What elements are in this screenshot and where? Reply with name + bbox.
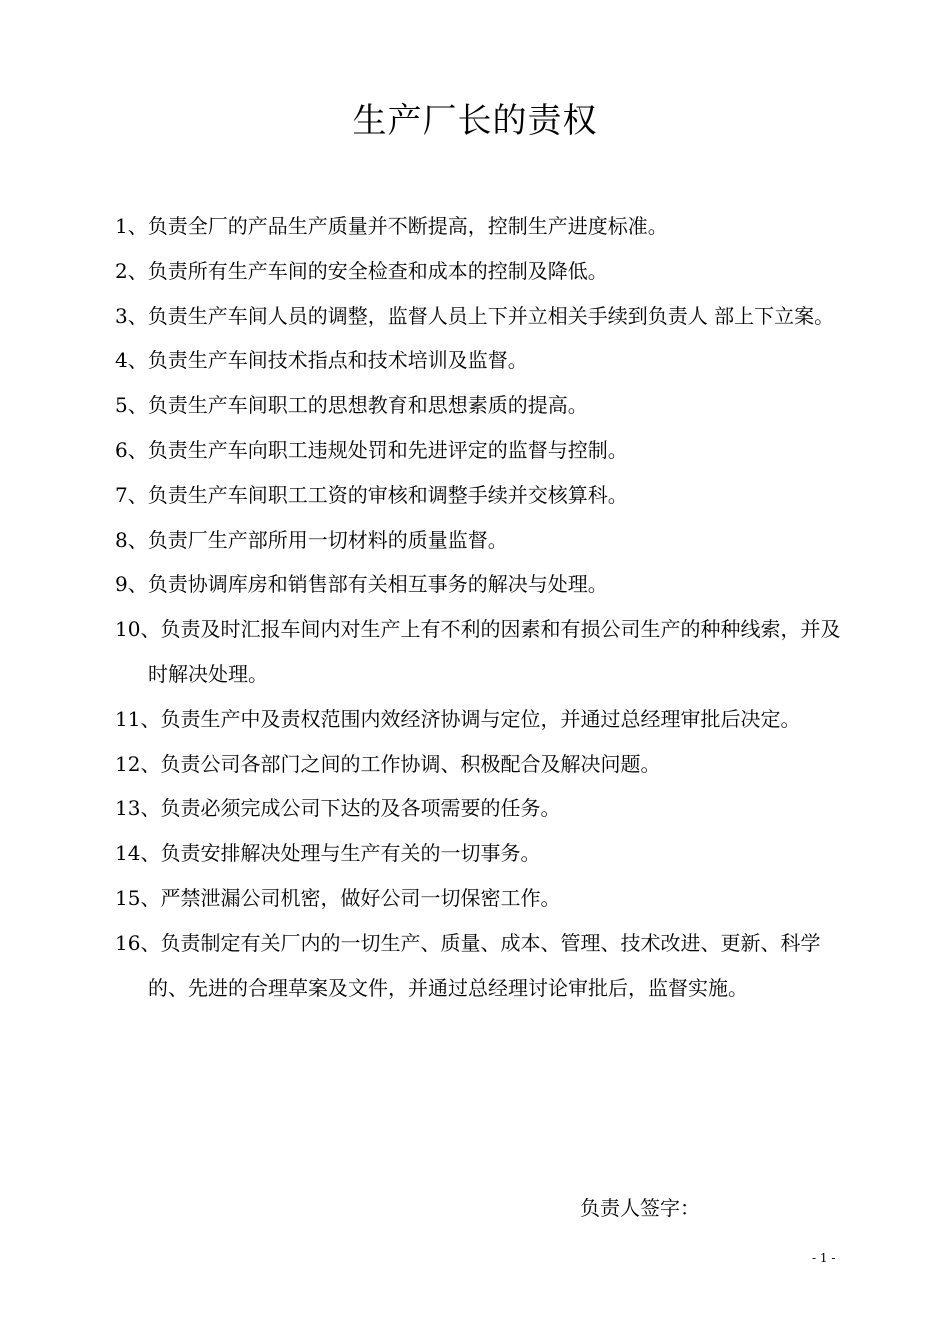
item-text: 负责协调库房和销售部有关相互事务的解决与处理。	[147, 572, 608, 597]
item-number: 15、	[115, 885, 161, 910]
list-item	[115, 518, 845, 563]
item-number: 16、	[115, 930, 161, 955]
list-item	[115, 876, 845, 921]
list-item	[115, 831, 845, 876]
list-item	[115, 294, 845, 339]
item-number: 14、	[115, 841, 161, 866]
item-number: 2、	[115, 258, 148, 283]
item-text: 负责所有生产车间的安全检查和成本的控制及降低。	[147, 258, 608, 283]
list-item	[115, 204, 845, 249]
list-item	[115, 473, 845, 518]
list-item	[115, 786, 845, 831]
list-item	[115, 249, 845, 294]
item-text: 负责安排解决处理与生产有关的一切事务。	[160, 841, 541, 866]
item-text: 负责及时汇报车间内对生产上有不利的因素和有损公司生产的种种线索，并及时解决处理。	[148, 617, 841, 686]
item-text: 严禁泄漏公司机密，做好公司一切保密工作。	[160, 885, 561, 910]
item-text: 负责生产车间职工工资的审核和调整手续并交核算科。	[147, 482, 628, 507]
duty-list	[115, 204, 845, 1010]
item-number: 12、	[115, 751, 161, 776]
signature-label: 负责人签字：	[580, 1196, 700, 1220]
item-text: 负责生产车向职工违规处罚和先进评定的监督与控制。	[147, 437, 628, 462]
list-item	[115, 562, 845, 607]
item-text: 负责公司各部门之间的工作协调、积极配合及解决问题。	[160, 751, 661, 776]
item-number: 8、	[115, 527, 148, 552]
item-text: 负责全厂的产品生产质量并不断提高，控制生产进度标准。	[147, 214, 668, 238]
item-number: 6、	[115, 437, 148, 462]
item-number: 11、	[115, 706, 161, 731]
item-text: 负责生产车间职工的思想教育和思想素质的提高。	[147, 393, 588, 418]
list-item	[115, 697, 845, 742]
item-number: 3、	[115, 303, 148, 328]
item-text: 负责制定有关厂内的一切生产、质量、成本、管理、技术改进、更新、科学的、先进的合理草案及文件，并通过总经理讨论审批后，监督实施。	[148, 930, 821, 1000]
item-text: 负责厂生产部所用一切材料的质量监督。	[147, 527, 508, 552]
list-item	[115, 742, 845, 787]
item-number: 1、	[115, 214, 148, 238]
item-text: 负责必须完成公司下达的及各项需要的任务。	[160, 796, 561, 821]
item-number: 9、	[115, 572, 148, 597]
list-item	[115, 428, 845, 473]
item-number: 5、	[115, 393, 148, 418]
item-number: 4、	[115, 348, 148, 373]
item-number: 13、	[115, 796, 161, 821]
item-number: 7、	[115, 482, 148, 507]
item-text: 负责生产车间人员的调整，监督人员上下并立相关手续到负责人 部上下立案。	[147, 303, 835, 328]
item-text: 负责生产中及责权范围内效经济协调与定位，并通过总经理审批后决定。	[160, 706, 801, 731]
list-item	[115, 607, 845, 697]
item-number: 10、	[115, 617, 161, 642]
list-item	[115, 383, 845, 428]
page-number: - 1 -	[812, 1251, 836, 1265]
list-item	[115, 921, 845, 1011]
list-item	[115, 338, 845, 383]
page-title: 生产厂长的责权	[352, 101, 598, 141]
item-text: 负责生产车间技术指点和技术培训及监督。	[147, 348, 528, 373]
